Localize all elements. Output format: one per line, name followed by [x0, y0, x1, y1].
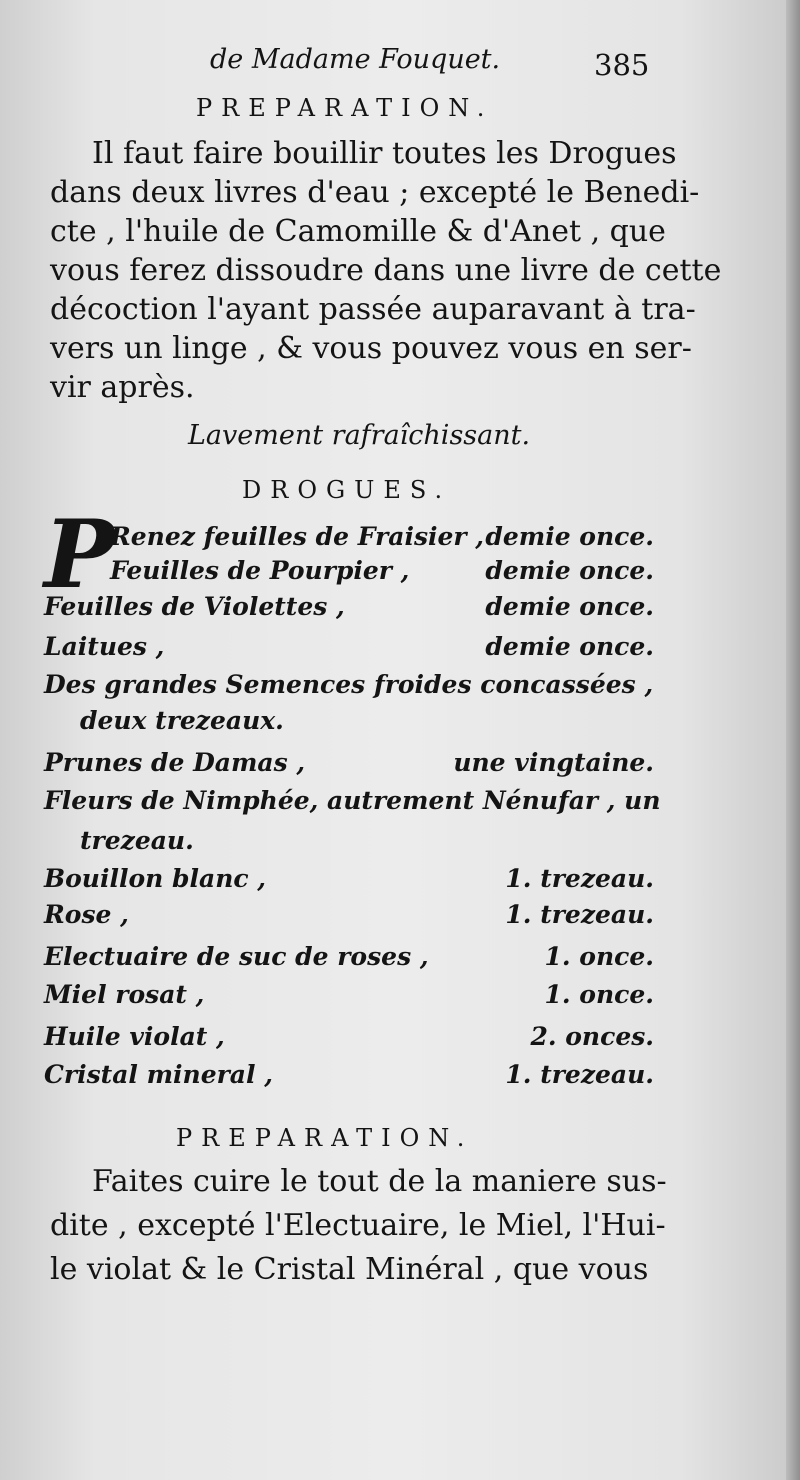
ingredient-row: [44, 786, 661, 822]
ingredient-quantity: 1. once.: [544, 942, 654, 971]
text-line: vous ferez dissoudre dans une livre de cette: [50, 253, 722, 288]
ingredient-quantity: demie once.: [485, 592, 654, 621]
ingredient-quantity: 1. trezeau.: [505, 900, 654, 929]
ingredient-row: [44, 900, 654, 936]
ingredient-quantity: 1. trezeau.: [505, 864, 654, 893]
text-line: décoction l'ayant passée auparavant à tra-: [50, 292, 696, 327]
ingredient-row: [44, 522, 654, 558]
ingredient-name: Laitues ,: [44, 632, 165, 661]
ingredient-name: Renez feuilles de Fraisier ,: [110, 522, 484, 551]
text-line: cte , l'huile de Camomille & d'Anet , que: [50, 214, 666, 249]
ingredient-row: [44, 748, 654, 784]
ingredient-name: Feuilles de Violettes ,: [44, 592, 345, 621]
ingredient-continuation: deux trezeaux.: [80, 706, 284, 735]
ingredient-name: Huile violat ,: [44, 1022, 225, 1051]
page-number: 385: [594, 48, 650, 82]
ingredient-quantity: une vingtaine.: [453, 748, 654, 777]
text-line: vers un linge , & vous pouvez vous en ser-: [50, 331, 692, 366]
ingredient-row: [44, 1060, 654, 1096]
preparation-paragraph-1: [50, 134, 722, 407]
ingredient-row: [44, 670, 654, 706]
running-title: de Madame Fouquet.: [210, 44, 501, 75]
ingredient-quantity: 2. onces.: [530, 1022, 654, 1051]
ingredient-name: Bouillon blanc ,: [44, 864, 267, 893]
ingredient-quantity: demie once.: [485, 522, 654, 551]
preparation-paragraph-2: [50, 1160, 667, 1292]
ingredient-row: [44, 864, 654, 900]
ingredient-row: [44, 1022, 654, 1058]
text-line: Faites cuire le tout de la maniere sus-: [92, 1164, 667, 1199]
ingredient-quantity: demie once.: [485, 632, 654, 661]
ingredient-name: Des grandes Semences froides concassées ,: [44, 670, 654, 699]
ingredient-name: Rose ,: [44, 900, 129, 929]
text-line: Il faut faire bouillir toutes les Drogues: [92, 136, 677, 171]
ingredient-name: Electuaire de suc de roses ,: [44, 942, 429, 971]
text-line: vir après.: [50, 370, 195, 405]
text-line: le violat & le Cristal Minéral , que vous: [50, 1252, 649, 1287]
drop-cap: P: [44, 500, 115, 610]
recipe-title: Lavement rafraîchissant.: [188, 420, 531, 451]
ingredient-row: [44, 556, 654, 592]
ingredient-name: Prunes de Damas ,: [44, 748, 306, 777]
section-heading-preparation-1: PREPARATION.: [196, 94, 494, 122]
ingredient-quantity: 1. trezeau.: [505, 1060, 654, 1089]
page-gutter-shadow: [786, 0, 800, 1480]
ingredient-quantity: demie once.: [485, 556, 654, 585]
ingredient-row: [44, 980, 654, 1016]
ingredient-row: [44, 942, 654, 978]
ingredient-name: Fleurs de Nimphée, autrement Nénufar , un: [44, 786, 661, 815]
section-heading-preparation-2: PREPARATION.: [176, 1124, 474, 1152]
ingredient-name: Miel rosat ,: [44, 980, 205, 1009]
ingredient-name: Feuilles de Pourpier ,: [110, 556, 410, 585]
ingredient-name: Cristal mineral ,: [44, 1060, 273, 1089]
text-line: dans deux livres d'eau ; excepté le Benedi-: [50, 175, 700, 210]
ingredient-row: [44, 632, 654, 668]
drugs-subheading: DROGUES.: [242, 476, 452, 504]
ingredient-quantity: 1. once.: [544, 980, 654, 1009]
text-line: dite , excepté l'Electuaire, le Miel, l'Hui-: [50, 1208, 666, 1243]
ingredient-row: [44, 592, 654, 628]
ingredient-continuation: trezeau.: [80, 826, 194, 855]
